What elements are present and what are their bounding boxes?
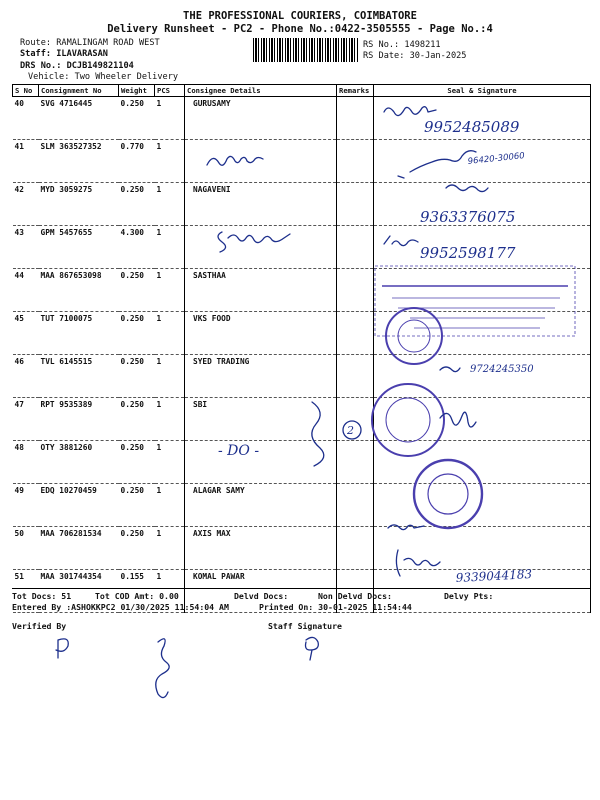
table-row (13, 484, 591, 527)
table-row (13, 398, 591, 441)
cell-sno: 47 (13, 398, 39, 441)
cell-signature (374, 527, 591, 570)
cell-remarks (337, 398, 374, 441)
cell-pcs: 1 (155, 269, 185, 312)
cell-consignment: SVG 4716445 (39, 97, 119, 140)
cell-signature (374, 269, 591, 312)
cell-consignment: MAA 301744354 (39, 570, 119, 613)
table-header (13, 85, 591, 97)
drs-label: DRS No.: DCJB149821104 (20, 61, 134, 71)
handwritten-phone: 9339044183 (455, 567, 533, 585)
cell-pcs: 1 (155, 183, 185, 226)
table-bottom-rule (12, 588, 590, 589)
cell-weight: 0.155 (119, 570, 155, 613)
cell-consignee: SASTHAA (185, 269, 337, 312)
handwritten-phone: 9363376075 (420, 208, 516, 226)
cell-consignee: AXIS MAX (185, 527, 337, 570)
cell-consignee: GURUSAMY (185, 97, 337, 140)
cell-consignee (185, 226, 337, 269)
col-consignment: Consignment No (39, 85, 119, 97)
cell-consignee: VKS FOOD (185, 312, 337, 355)
cell-pcs: 1 (155, 527, 185, 570)
cell-consignment: EDQ 10270459 (39, 484, 119, 527)
staff-signature-label: Staff Signature (268, 621, 342, 631)
col-sno: S No (13, 85, 39, 97)
verified-by-signature (56, 639, 68, 658)
cell-sno: 42 (13, 183, 39, 226)
cell-signature (374, 226, 591, 269)
cell-remarks (337, 140, 374, 183)
verified-by-label: Verified By (12, 621, 67, 631)
entered-by: Entered By :ASHOKKPC2 01/30/2025 11:54:04 AM (12, 602, 229, 612)
cell-signature (374, 97, 591, 140)
table-row (13, 355, 591, 398)
cell-remarks (337, 484, 374, 527)
cell-weight: 0.250 (119, 441, 155, 484)
cell-signature (374, 355, 591, 398)
cell-sno: 49 (13, 484, 39, 527)
col-seal-signature: Seal & Signature (374, 85, 591, 97)
cell-signature (374, 484, 591, 527)
staff-signature-mark (306, 637, 319, 660)
cell-pcs: 1 (155, 312, 185, 355)
cell-pcs: 1 (155, 441, 185, 484)
cell-consignee (185, 140, 337, 183)
barcode (253, 38, 359, 62)
verified-by-signature (156, 639, 169, 698)
cell-remarks (337, 527, 374, 570)
cell-consignment: GPM 5457655 (39, 226, 119, 269)
cell-consignee (185, 441, 337, 484)
cell-sno: 50 (13, 527, 39, 570)
cell-consignment: TVL 6145515 (39, 355, 119, 398)
cell-remarks (337, 183, 374, 226)
cell-consignment: MAA 867653098 (39, 269, 119, 312)
delvy-pts: Delvy Pts: (444, 591, 494, 601)
cell-pcs: 1 (155, 355, 185, 398)
vehicle-label: Vehicle: Two Wheeler Delivery (28, 72, 179, 82)
consignment-table (12, 84, 591, 613)
cell-weight: 0.250 (119, 183, 155, 226)
cell-remarks (337, 269, 374, 312)
col-consignee: Consignee Details (185, 85, 337, 97)
cell-consignee: SBI (185, 398, 337, 441)
cell-sno: 51 (13, 570, 39, 613)
cell-consignee: NAGAVENI (185, 183, 337, 226)
table-row (13, 527, 591, 570)
cell-weight: 0.250 (119, 312, 155, 355)
table-row (13, 183, 591, 226)
cell-weight: 0.250 (119, 269, 155, 312)
cell-consignment: MYD 3059275 (39, 183, 119, 226)
cell-pcs: 1 (155, 484, 185, 527)
col-remarks: Remarks (337, 85, 374, 97)
company-title: THE PROFESSIONAL COURIERS, COIMBATORE (183, 10, 417, 22)
staff-label: Staff: ILAVARASAN (20, 49, 108, 59)
runsheet-subtitle: Delivery Runsheet - PC2 - Phone No.:0422-3505555 - Page No.:4 (107, 23, 493, 35)
rs-date: RS Date: 30-Jan-2025 (363, 51, 467, 61)
cell-consignee: KOMAL PAWAR (185, 570, 337, 613)
cell-signature (374, 140, 591, 183)
cell-consignment: TUT 7100075 (39, 312, 119, 355)
cell-sno: 48 (13, 441, 39, 484)
cell-weight: 0.250 (119, 527, 155, 570)
cell-sno: 44 (13, 269, 39, 312)
cell-sno: 43 (13, 226, 39, 269)
handwritten-phone: 9724245350 (470, 364, 534, 375)
cell-pcs: 1 (155, 570, 185, 613)
cell-sno: 45 (13, 312, 39, 355)
cell-consignment: OTY 3881260 (39, 441, 119, 484)
cell-pcs: 1 (155, 398, 185, 441)
cell-weight: 0.250 (119, 97, 155, 140)
cell-pcs: 1 (155, 140, 185, 183)
cell-weight: 0.250 (119, 355, 155, 398)
tot-cod-amt: Tot COD Amt: 0.00 (95, 591, 179, 601)
cell-signature (374, 183, 591, 226)
cell-remarks (337, 355, 374, 398)
cell-consignment: MAA 706281534 (39, 527, 119, 570)
cell-signature (374, 398, 591, 441)
cell-weight: 0.770 (119, 140, 155, 183)
cell-signature (374, 441, 591, 484)
tot-docs: Tot Docs: 51 (12, 591, 72, 601)
table-row (13, 226, 591, 269)
printed-on: Printed On: 30-01-2025 11:54:44 (259, 602, 412, 612)
cell-weight: 0.250 (119, 398, 155, 441)
cell-remarks (337, 226, 374, 269)
table-row (13, 441, 591, 484)
non-delvd-docs: Non Delvd Docs: (318, 591, 392, 601)
table-row (13, 140, 591, 183)
cell-sno: 46 (13, 355, 39, 398)
circled-number: 2 (347, 424, 354, 437)
cell-pcs: 1 (155, 97, 185, 140)
cell-sno: 40 (13, 97, 39, 140)
handwritten-phone: 9952485089 (424, 118, 520, 136)
rs-number: RS No.: 1498211 (363, 40, 441, 50)
cell-remarks (337, 97, 374, 140)
col-pcs: PCS (155, 85, 185, 97)
cell-consignee: SYED TRADING (185, 355, 337, 398)
cell-pcs: 1 (155, 226, 185, 269)
col-weight: Weight (119, 85, 155, 97)
table-row (13, 97, 591, 140)
delvd-docs: Delvd Docs: (234, 591, 289, 601)
cell-signature (374, 312, 591, 355)
cell-sno: 41 (13, 140, 39, 183)
cell-weight: 0.250 (119, 484, 155, 527)
handwritten-phone: 96420-30060 (467, 151, 526, 167)
route-label: Route: RAMALINGAM ROAD WEST (20, 38, 160, 48)
cell-remarks (337, 312, 374, 355)
table-row (13, 269, 591, 312)
handwritten-phone: 9952598177 (420, 244, 516, 262)
cell-consignee: ALAGAR SAMY (185, 484, 337, 527)
cell-weight: 4.300 (119, 226, 155, 269)
cell-consignment: RPT 9535389 (39, 398, 119, 441)
table-row (13, 312, 591, 355)
cell-consignment: SLM 363527352 (39, 140, 119, 183)
cell-remarks (337, 441, 374, 484)
ditto-mark: - DO - (218, 443, 260, 459)
